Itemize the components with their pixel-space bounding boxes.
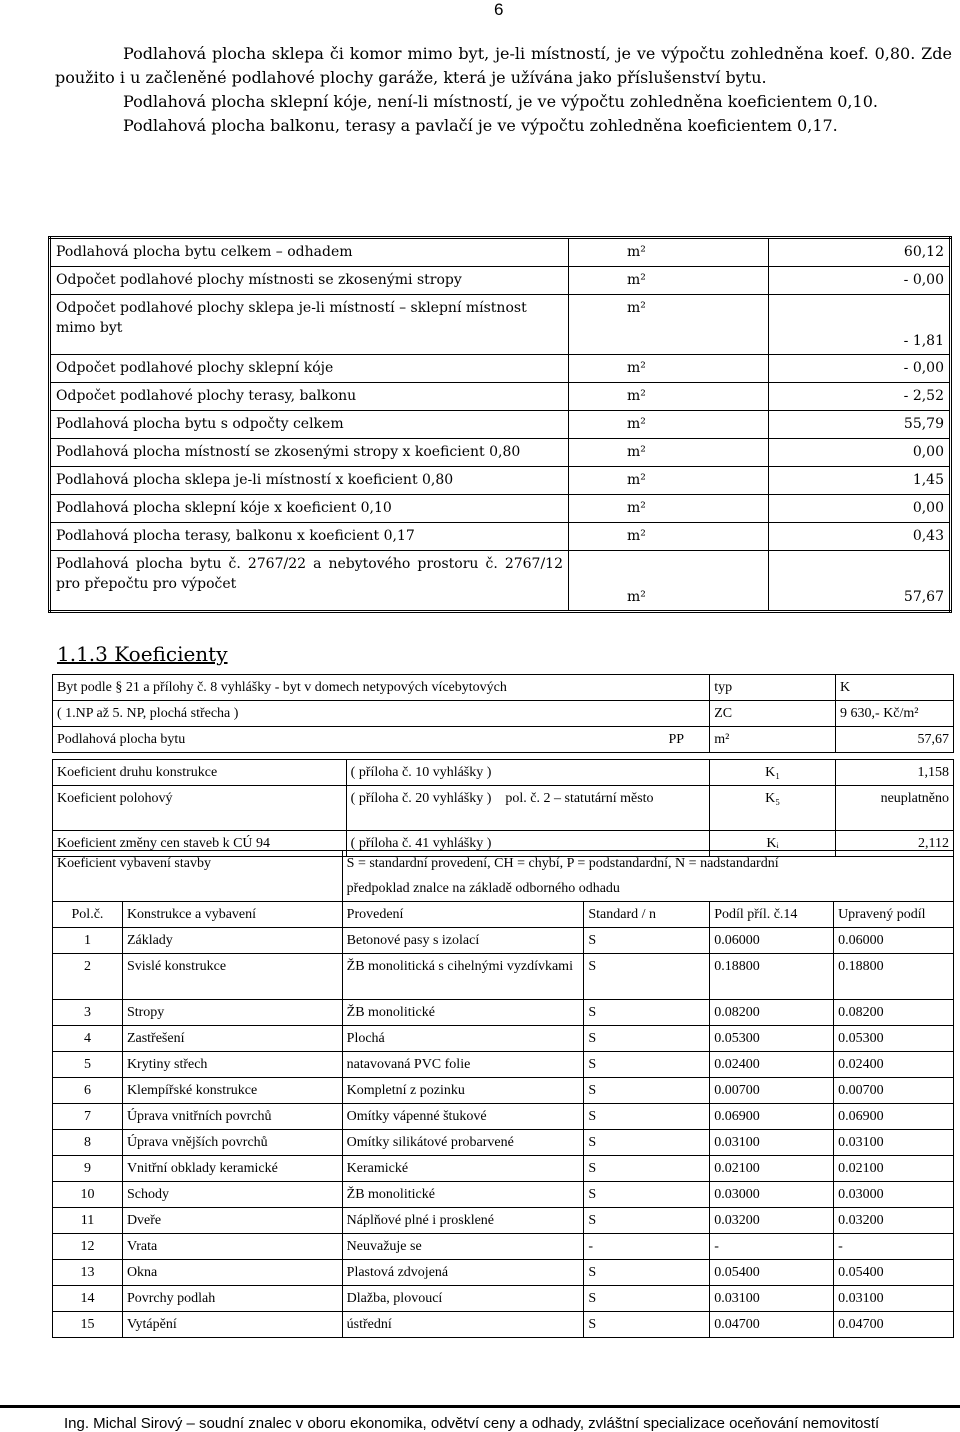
table-cell: 0.00700 xyxy=(834,1078,954,1104)
table-cell: 0.18800 xyxy=(710,954,834,1000)
table-cell: Kompletní z pozinku xyxy=(342,1078,584,1104)
row-value: 60,12 xyxy=(769,238,951,267)
table-cell: Stropy xyxy=(122,1000,342,1026)
table-row xyxy=(53,1000,954,1026)
table-cell: 0.03200 xyxy=(710,1208,834,1234)
table-cell: S xyxy=(584,1026,710,1052)
table-row xyxy=(53,701,954,727)
cell: neuplatněno xyxy=(836,786,954,831)
table-cell: - xyxy=(710,1234,834,1260)
row-label: Koeficient změny cen staveb k CÚ 94 xyxy=(53,831,347,857)
table-cell: 0.06000 xyxy=(710,928,834,954)
table-row xyxy=(50,551,951,612)
table-row xyxy=(50,467,951,495)
table-cell: 0.02400 xyxy=(710,1052,834,1078)
row-label: Odpočet podlahové plochy místnosti se zkosenými stropy xyxy=(50,267,569,295)
column-header: Upravený podíl xyxy=(834,902,954,928)
unit: m² xyxy=(569,523,769,551)
table-cell: 5 xyxy=(53,1052,123,1078)
row-label: Podlahová plocha sklepa je-li místností x koeficient 0,80 xyxy=(50,467,569,495)
row-label: Podlahová plocha bytu s odpočty celkem xyxy=(50,411,569,439)
table-cell: 0.04700 xyxy=(710,1312,834,1338)
intro-paragraph: Podlahová plocha sklepní kóje, není-li místností, je ve výpočtu zohledněna koeficientem 0,10. xyxy=(123,92,878,111)
table-row xyxy=(53,1104,954,1130)
intro-text xyxy=(55,42,952,138)
row-label: Podlahová plocha sklepní kóje x koeficient 0,10 xyxy=(50,495,569,523)
row-label: Koeficient vybavení stavby xyxy=(53,851,343,902)
coefficients-table xyxy=(52,674,954,857)
table-cell: Povrchy podlah xyxy=(122,1286,342,1312)
label-text: Podlahová plocha bytu xyxy=(57,732,186,747)
row-label: ( 1.NP až 5. NP, plochá střecha ) xyxy=(53,701,710,727)
row-label: Podlahová plocha terasy, balkonu x koeficient 0,17 xyxy=(50,523,569,551)
floor-area-table xyxy=(48,236,952,613)
note: předpoklad znalce na základě odborného odhadu xyxy=(342,876,953,902)
table-cell: 0.03200 xyxy=(834,1208,954,1234)
row-label: Byt podle § 21 a přílohy č. 8 vyhlášky - byt v domech netypových vícebytových xyxy=(53,675,710,701)
unit: m² xyxy=(569,495,769,523)
column-header: Podíl příl. č.14 xyxy=(710,902,834,928)
table-row xyxy=(50,238,951,267)
column-header: Provedení xyxy=(342,902,584,928)
table-cell: Okna xyxy=(122,1260,342,1286)
table-cell: 0.08200 xyxy=(834,1000,954,1026)
table-cell: S xyxy=(584,954,710,1000)
table-cell: 0.08200 xyxy=(710,1000,834,1026)
table-cell: 15 xyxy=(53,1312,123,1338)
cell: 2,112 xyxy=(836,831,954,857)
symbol: PP xyxy=(668,732,685,747)
table-cell: S xyxy=(584,1312,710,1338)
table-cell: 0.03100 xyxy=(834,1286,954,1312)
table-row xyxy=(50,495,951,523)
table-row xyxy=(53,1234,954,1260)
table-row xyxy=(53,1078,954,1104)
row-value: 55,79 xyxy=(769,411,951,439)
table-cell: S xyxy=(584,1182,710,1208)
table-row xyxy=(53,1260,954,1286)
reference: ( příloha č. 10 vyhlášky ) xyxy=(346,760,710,786)
table-cell: 7 xyxy=(53,1104,123,1130)
table-cell: 8 xyxy=(53,1130,123,1156)
row-label: Odpočet podlahové plochy sklepa je-li místností – sklepní místnost mimo byt xyxy=(50,295,569,355)
row-value: 57,67 xyxy=(769,551,951,612)
table-cell: Úprava vnitřních povrchů xyxy=(122,1104,342,1130)
table-cell: Betonové pasy s izolací xyxy=(342,928,584,954)
table-cell: Základy xyxy=(122,928,342,954)
table-cell: 0.03100 xyxy=(834,1130,954,1156)
table-cell: Plochá xyxy=(342,1026,584,1052)
table-cell: ústřední xyxy=(342,1312,584,1338)
table-cell: 0.05400 xyxy=(834,1260,954,1286)
table-cell: S xyxy=(584,1078,710,1104)
table-cell: 0.02400 xyxy=(834,1052,954,1078)
row-label: Koeficient polohový xyxy=(53,786,347,831)
table-cell: S xyxy=(584,1156,710,1182)
table-cell: 11 xyxy=(53,1208,123,1234)
table-cell: Náplňové plné i prosklené xyxy=(342,1208,584,1234)
table-cell: Úprava vnějších povrchů xyxy=(122,1130,342,1156)
table-cell: Svislé konstrukce xyxy=(122,954,342,1000)
reference: ( příloha č. 41 vyhlášky ) xyxy=(346,831,710,857)
unit: m² xyxy=(569,467,769,495)
table-cell: S xyxy=(584,1208,710,1234)
table-body xyxy=(53,928,954,1338)
column-header: Standard / n xyxy=(584,902,710,928)
intro-paragraph: Podlahová plocha balkonu, terasy a pavlačí je ve výpočtu zohledněna koeficientem 0,17. xyxy=(123,116,838,135)
table-row xyxy=(53,1130,954,1156)
row-value: 0,43 xyxy=(769,523,951,551)
table-cell: 0.18800 xyxy=(834,954,954,1000)
table-cell: 0.02100 xyxy=(710,1156,834,1182)
cell: m² xyxy=(710,727,836,753)
page-number: 6 xyxy=(494,0,504,19)
table-cell: ŽB monolitické xyxy=(342,1182,584,1208)
unit: m² xyxy=(569,267,769,295)
table-row xyxy=(53,1182,954,1208)
row-value: 0,00 xyxy=(769,495,951,523)
symbol: K₁ xyxy=(710,760,836,786)
table-cell: 3 xyxy=(53,1000,123,1026)
unit: m² xyxy=(569,238,769,267)
table-cell: 0.05400 xyxy=(710,1260,834,1286)
table-cell: natavovaná PVC folie xyxy=(342,1052,584,1078)
construction-equipment-table xyxy=(52,850,954,1338)
row-value: - 1,81 xyxy=(769,295,951,355)
row-label: Odpočet podlahové plochy sklepní kóje xyxy=(50,355,569,383)
section-heading: 1.1.3 Koeficienty xyxy=(57,642,228,666)
table-row xyxy=(53,1156,954,1182)
row-label: Podlahová plocha bytu celkem – odhadem xyxy=(50,238,569,267)
table-cell: S xyxy=(584,1130,710,1156)
table-cell: Krytiny střech xyxy=(122,1052,342,1078)
table-cell: 0.04700 xyxy=(834,1312,954,1338)
row-value: - 0,00 xyxy=(769,267,951,295)
table-row xyxy=(53,760,954,786)
cell: 1,158 xyxy=(836,760,954,786)
table-row xyxy=(53,753,954,760)
table-cell: S xyxy=(584,928,710,954)
table-row xyxy=(53,1026,954,1052)
table-row xyxy=(53,675,954,701)
table-cell: 12 xyxy=(53,1234,123,1260)
table-cell: S xyxy=(584,1104,710,1130)
table-cell: S xyxy=(584,1286,710,1312)
table-cell: S xyxy=(584,1000,710,1026)
table-cell: 0.06000 xyxy=(834,928,954,954)
table-cell: 9 xyxy=(53,1156,123,1182)
table-cell: Schody xyxy=(122,1182,342,1208)
row-label: Odpočet podlahové plochy terasy, balkonu xyxy=(50,383,569,411)
table-cell: 2 xyxy=(53,954,123,1000)
unit: m² xyxy=(569,551,769,612)
cell: typ xyxy=(710,675,836,701)
column-header: Konstrukce a vybavení xyxy=(122,902,342,928)
table-cell: - xyxy=(834,1234,954,1260)
legend: S = standardní provedení, CH = chybí, P = podstandardní, N = nadstandardní xyxy=(342,851,953,877)
table-row xyxy=(53,727,954,753)
table-cell: 0.06900 xyxy=(834,1104,954,1130)
row-value: - 0,00 xyxy=(769,355,951,383)
table-cell: Keramické xyxy=(342,1156,584,1182)
table-row xyxy=(53,786,954,831)
table-row xyxy=(50,411,951,439)
footer xyxy=(0,1405,960,1432)
table-cell: Vrata xyxy=(122,1234,342,1260)
table-cell: Klempířské konstrukce xyxy=(122,1078,342,1104)
table-cell: - xyxy=(584,1234,710,1260)
symbol: Kᵢ xyxy=(710,831,836,857)
column-header: Pol.č. xyxy=(53,902,123,928)
table-row xyxy=(50,267,951,295)
cell: K xyxy=(836,675,954,701)
table-cell: 0.03100 xyxy=(710,1130,834,1156)
table-cell: 10 xyxy=(53,1182,123,1208)
table-cell: 0.02100 xyxy=(834,1156,954,1182)
row-value: 0,00 xyxy=(769,439,951,467)
table-row xyxy=(53,1312,954,1338)
table-cell: 0.00700 xyxy=(710,1078,834,1104)
row-value: 1,45 xyxy=(769,467,951,495)
table-row xyxy=(53,1052,954,1078)
unit: m² xyxy=(569,355,769,383)
table-cell: ŽB monolitické xyxy=(342,1000,584,1026)
header-row xyxy=(53,902,954,928)
footer-text: Ing. Michal Sirový – soudní znalec v oboru ekonomika, odvětví ceny a odhady, zvláštní specializace oceňování nemovitostí xyxy=(64,1415,880,1432)
table-cell: Dlažba, plovoucí xyxy=(342,1286,584,1312)
table-row xyxy=(53,851,954,877)
table-row xyxy=(50,523,951,551)
unit: m² xyxy=(569,383,769,411)
table-cell: Plastová zdvojená xyxy=(342,1260,584,1286)
cell: 57,67 xyxy=(836,727,954,753)
table-cell: 0.05300 xyxy=(834,1026,954,1052)
table-cell: 4 xyxy=(53,1026,123,1052)
unit: m² xyxy=(569,439,769,467)
table-row xyxy=(50,355,951,383)
row-label xyxy=(53,727,710,753)
ref-text: ( příloha č. 20 vyhlášky ) xyxy=(350,791,492,806)
table-cell: Omítky silikátové probarvené xyxy=(342,1130,584,1156)
table-row xyxy=(53,1208,954,1234)
table-cell: Dveře xyxy=(122,1208,342,1234)
cell: ZC xyxy=(710,701,836,727)
table-cell: Zastřešení xyxy=(122,1026,342,1052)
table-cell: Vnitřní obklady keramické xyxy=(122,1156,342,1182)
cell: 9 630,- Kč/m² xyxy=(836,701,954,727)
table-cell: Vytápění xyxy=(122,1312,342,1338)
table-cell: 13 xyxy=(53,1260,123,1286)
table-row xyxy=(53,928,954,954)
table-cell: 1 xyxy=(53,928,123,954)
table-row xyxy=(53,1286,954,1312)
row-label: Koeficient druhu konstrukce xyxy=(53,760,347,786)
table-cell: 0.03000 xyxy=(834,1182,954,1208)
symbol: K₅ xyxy=(710,786,836,831)
table-cell: 0.06900 xyxy=(710,1104,834,1130)
table-cell: 0.03000 xyxy=(710,1182,834,1208)
spacer xyxy=(53,753,954,760)
ref-detail: pol. č. 2 – statutární město xyxy=(505,791,654,806)
table-row xyxy=(50,383,951,411)
table-cell: S xyxy=(584,1260,710,1286)
table-cell: 6 xyxy=(53,1078,123,1104)
table-cell: Omítky vápenné štukové xyxy=(342,1104,584,1130)
table-cell: Neuvažuje se xyxy=(342,1234,584,1260)
table-cell: 0.03100 xyxy=(710,1286,834,1312)
table-cell: S xyxy=(584,1052,710,1078)
reference xyxy=(346,786,710,831)
table-cell: 0.05300 xyxy=(710,1026,834,1052)
row-label: Podlahová plocha místností se zkosenými stropy x koeficient 0,80 xyxy=(50,439,569,467)
row-label: Podlahová plocha bytu č. 2767/22 a nebytového prostoru č. 2767/12 pro přepočtu pro výpočet xyxy=(50,551,569,612)
row-value: - 2,52 xyxy=(769,383,951,411)
unit: m² xyxy=(569,295,769,355)
table-cell: 14 xyxy=(53,1286,123,1312)
table-row xyxy=(50,295,951,355)
intro-paragraph: Podlahová plocha sklepa či komor mimo byt, je-li místností, je ve výpočtu zohledněna koef. 0,80. Zde použito i u začleněné podlahové plochy garáže, která je užívána jako příslušenství bytu. xyxy=(55,44,952,87)
table-row xyxy=(50,439,951,467)
table-row xyxy=(53,954,954,1000)
unit: m² xyxy=(569,411,769,439)
table-cell: ŽB monolitická s cihelnými vyzdívkami xyxy=(342,954,584,1000)
